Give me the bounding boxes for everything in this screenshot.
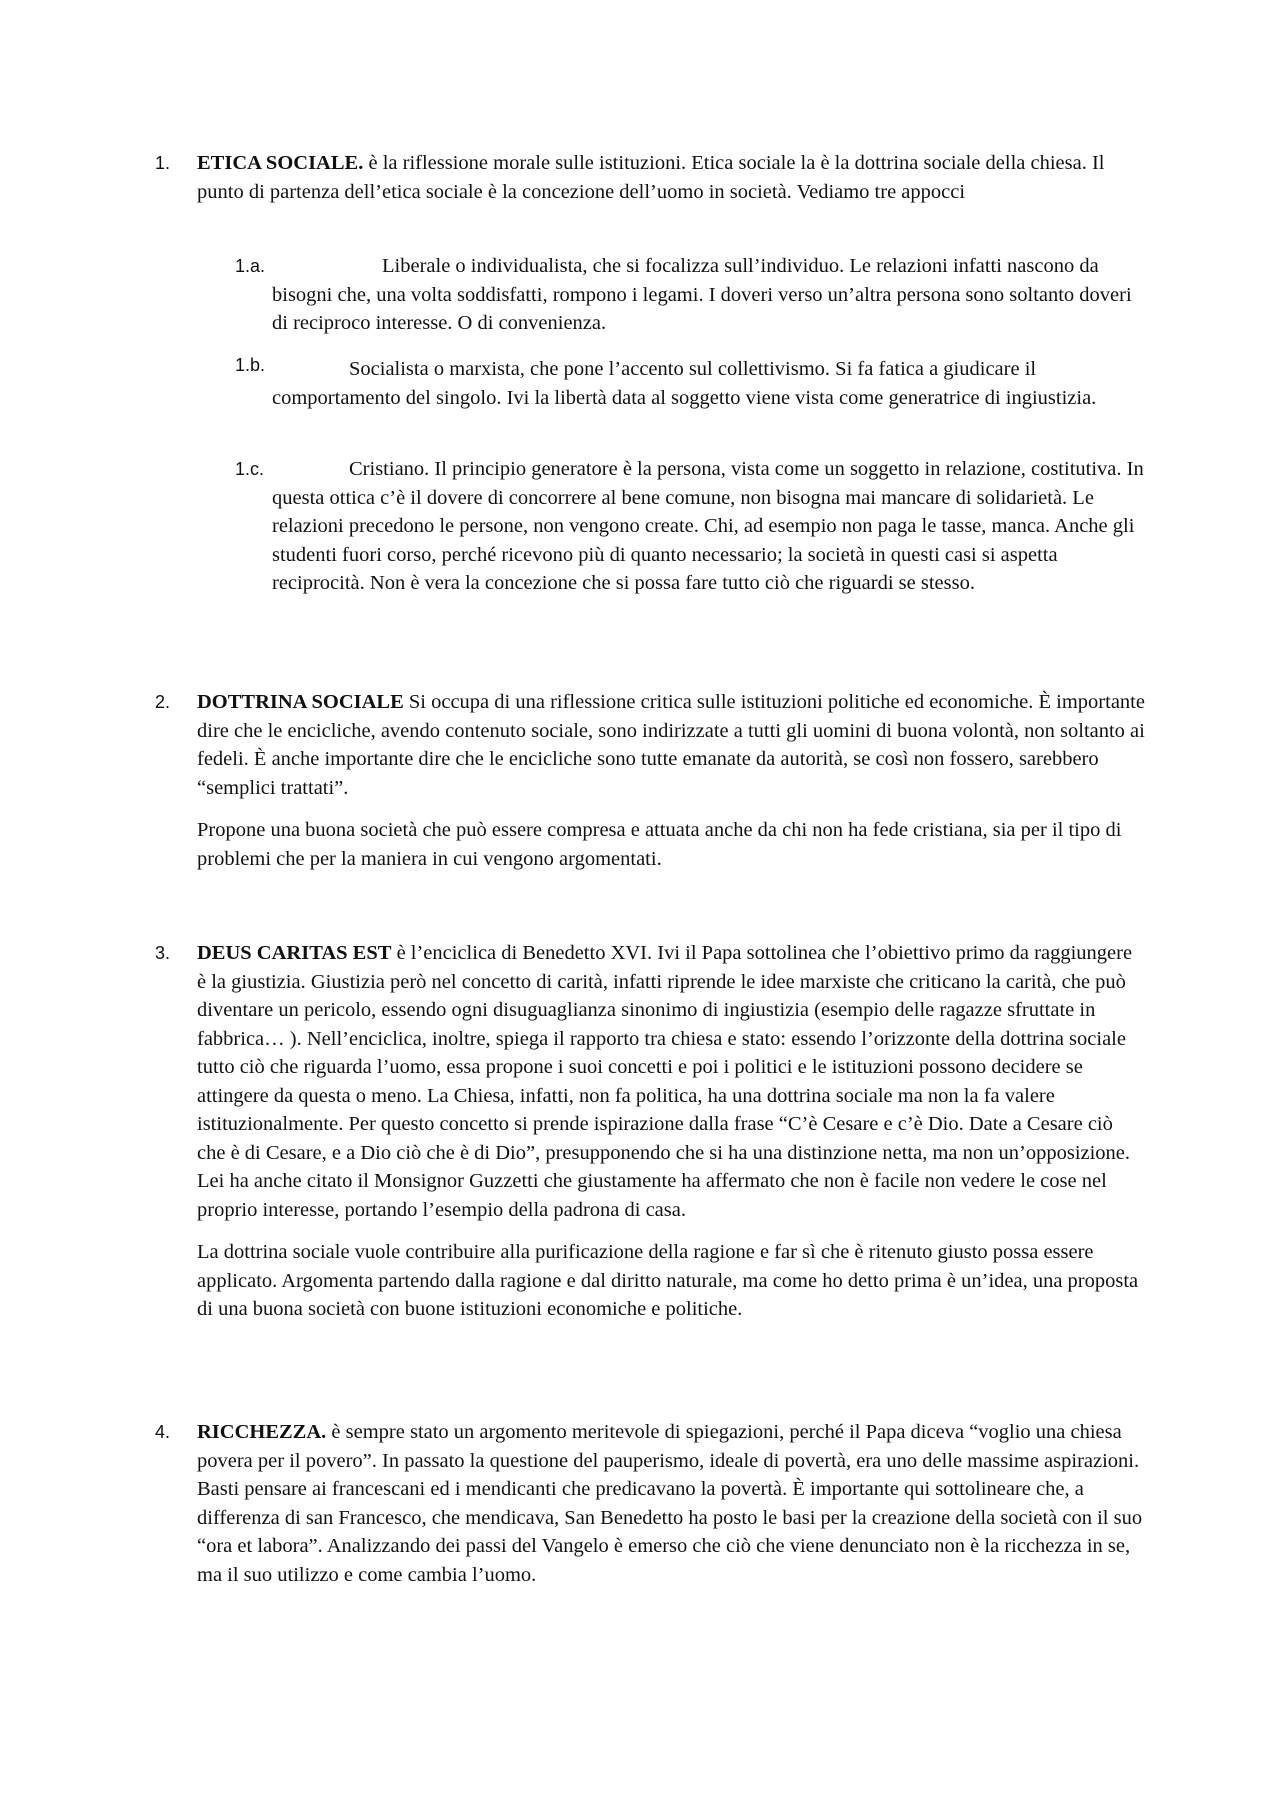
subitem bbox=[155, 252, 1132, 338]
section-deus-caritas-est bbox=[155, 939, 1145, 1324]
section-heading: RICCHEZZA. bbox=[197, 1421, 327, 1443]
section-body: è l’enciclica di Benedetto XVI. Ivi il Papa sottolinea che l’obiettivo primo da raggiungere è la giustizia. Giustizia però nel concetto di carità, infatti riprende le idee marxiste che criticano la carità, che può diventare un pericolo, essendo ogni disuguaglianza sinonimo di ingiustizia (esempio delle ragazze sfruttate in fabbrica… ). Nell’enciclica, inoltre, spiega il rapporto tra chiesa e stato: essendo l’orizzonte della dottrina sociale tutto ciò che riguarda l’uomo, essa propone i suoi concetti e poi i politici e le istituzioni possono decidere se attingere da questa o meno. La Chiesa, infatti, non fa politica, ha una dottrina sociale ma non la fa valere istituzionalmente. Per questo concetto si prende ispirazione dalla frase “C’è Cesare e c’è Dio. Date a Cesare ciò che è di Cesare, e a Dio ciò che è di Dio”, presupponendo che si ha una distinzione netta, ma non un’opposizione. Lei ha anche citato il Monsignor Guzzetti che giustamente ha affermato che non è facile non vedere le cose nel proprio interesse, portando l’esempio della padrona di casa. bbox=[197, 942, 1133, 1221]
section-body: è sempre stato un argomento meritevole di spiegazioni, perché il Papa diceva “voglio una chiesa povera per il povero”. In passato la questione del pauperismo, ideale di povertà, era uno delle massime aspirazioni. Basti pensare ai francescani ed i mendicanti che predicavano la povertà. È importante qui sottolineare che, a differenza di san Francesco, che mendicava, San Benedetto ha posto le basi per la creazione della società con il suo “ora et labora”. Analizzando dei passi del Vangelo è emerso che ciò che viene denunciato non è la ricchezza in se, ma il suo utilizzo e come cambia l’uomo. bbox=[197, 1421, 1143, 1586]
subitem-number: 1.c. bbox=[235, 459, 265, 479]
section-heading: ETICA SOCIALE. bbox=[197, 152, 364, 174]
section-number: 2. bbox=[155, 692, 171, 712]
subitem-number: 1.b. bbox=[235, 355, 266, 375]
section-paragraph-2: La dottrina sociale vuole contribuire alla purificazione della ragione e far sì che è ritenuto giusto possa essere applicato. Argomenta partendo dalla ragione e dal diritto naturale, ma come ho detto prima è un’idea, una proposta di una buona società con buone istituzioni economiche e politiche. bbox=[197, 1241, 1139, 1320]
subitem bbox=[155, 455, 1144, 598]
section-heading: DOTTRINA SOCIALE bbox=[197, 691, 404, 713]
section-body: è la riflessione morale sulle istituzioni. Etica sociale la è la dottrina sociale della chiesa. Il punto di partenza dell’etica sociale è la concezione dell’uomo in società. Vediamo tre appocci bbox=[197, 152, 1105, 203]
section-body: Si occupa di una riflessione critica sulle istituzioni politiche ed economiche. È importante dire che le encicliche, avendo contenuto sociale, sono indirizzate a tutti gli uomini di buona volontà, non soltanto ai fedeli. È anche importante dire che le encicliche sono tutte emanate da autorità, se così non fossero, sarebbero “semplici trattati”. bbox=[197, 691, 1145, 799]
section-paragraph bbox=[197, 149, 1145, 206]
subitem-number: 1.a. bbox=[235, 256, 266, 276]
section-paragraph bbox=[197, 688, 1145, 802]
section-paragraph bbox=[197, 939, 1145, 1224]
section-etica-sociale bbox=[155, 149, 1145, 206]
subitem-cristiano bbox=[155, 455, 1145, 598]
section-number: 3. bbox=[155, 943, 171, 963]
section-dottrina-sociale bbox=[155, 688, 1145, 873]
section-heading: DEUS CARITAS EST bbox=[197, 942, 392, 964]
section-paragraph bbox=[197, 1418, 1145, 1589]
section-ricchezza bbox=[155, 1418, 1145, 1589]
subitem-text: Cristiano. Il principio generatore è la persona, vista come un soggetto in relazione, costitutiva. In questa ottica c’è il dovere di concorrere al bene comune, non bisogna mai mancare di solidarietà. Le relazioni precedono le persone, non vengono create. Chi, ad esempio non paga le tasse, manca. Anche gli studenti fuori corso, perché ricevono più di quanto necessario; la società in questi casi si aspetta reciprocità. Non è vera la concezione che si possa fare tutto ciò che riguardi se stesso. bbox=[272, 458, 1144, 594]
subitem-socialista bbox=[155, 355, 1145, 412]
section-paragraph-2: Propone una buona società che può essere compresa e attuata anche da chi non ha fede cristiana, sia per il tipo di problemi che per la maniera in cui vengono argomentati. bbox=[197, 819, 1122, 870]
section-number: 1. bbox=[155, 153, 171, 173]
subitem-liberale bbox=[155, 252, 1145, 338]
subitem bbox=[155, 355, 1097, 412]
section-number: 4. bbox=[155, 1422, 171, 1442]
subitem-text: Liberale o individualista, che si focalizza sull’individuo. Le relazioni infatti nascono da bisogni che, una volta soddisfatti, rompono i legami. I doveri verso un’altra persona sono soltanto doveri di reciproco interesse. O di convenienza. bbox=[272, 255, 1132, 334]
subitem-text: Socialista o marxista, che pone l’accento sul collettivismo. Si fa fatica a giudicare il comportamento del singolo. Ivi la libertà data al soggetto viene vista come generatrice di ingiustizia. bbox=[272, 358, 1097, 409]
